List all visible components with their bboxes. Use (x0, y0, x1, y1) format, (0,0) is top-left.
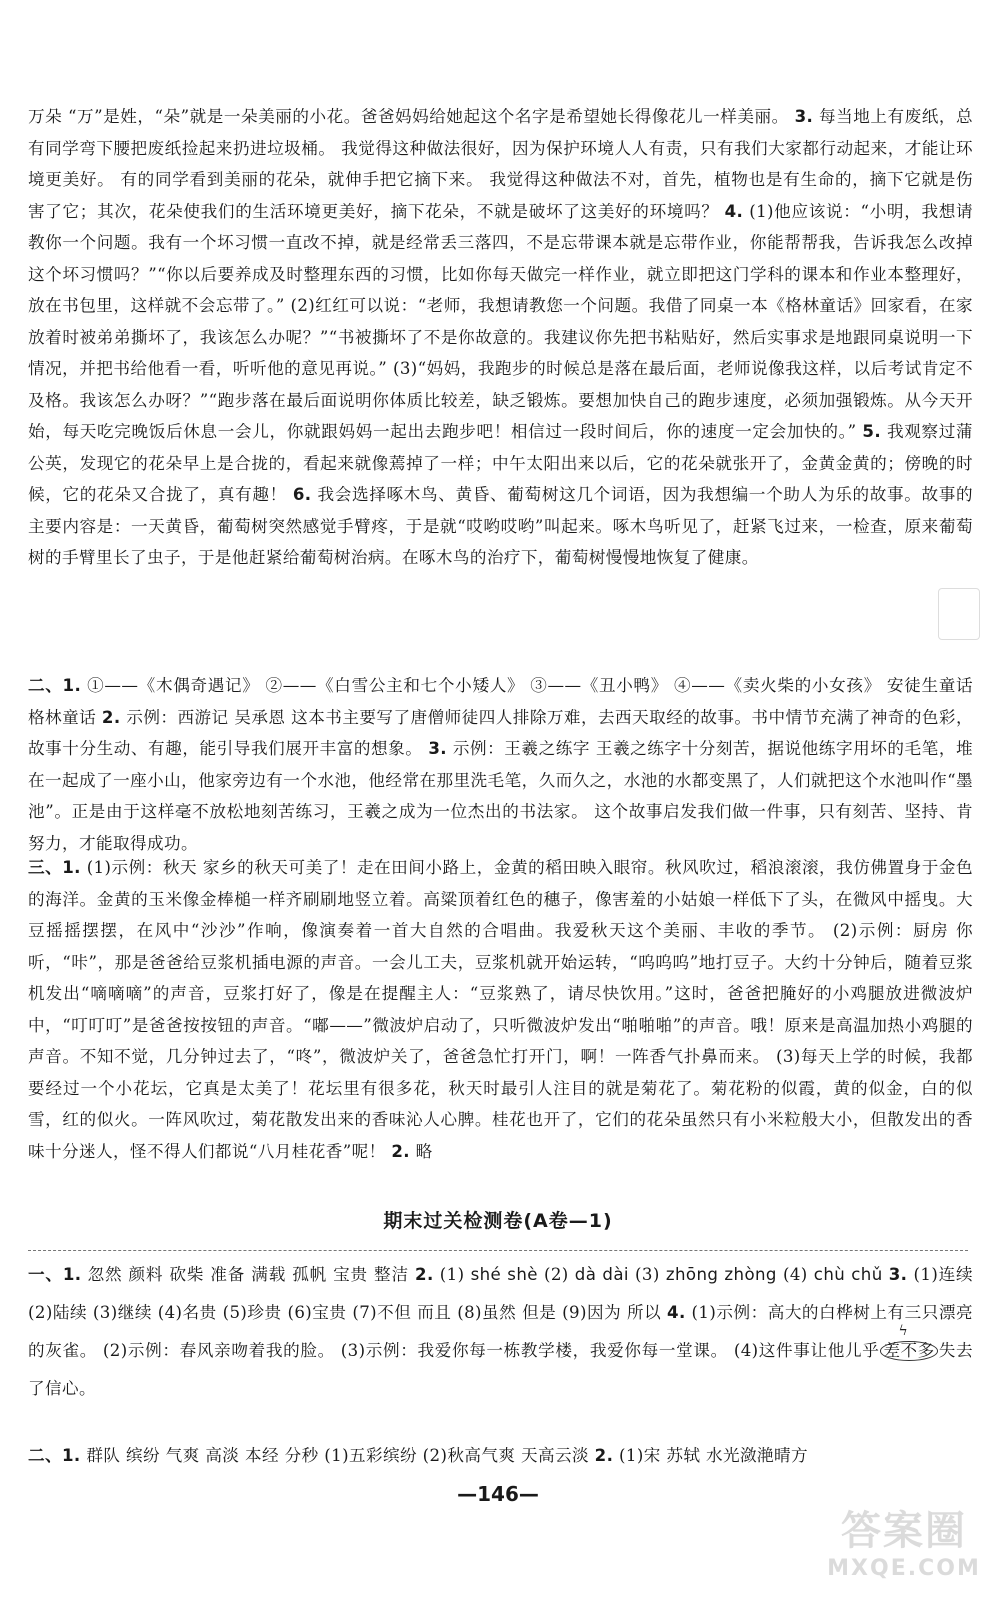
pinyin-answer: zhōng (665, 1265, 719, 1284)
marked-word: 差不多 (883, 1341, 935, 1360)
section-divider (28, 1250, 968, 1251)
section-label: 二、1. (28, 1446, 81, 1465)
pinyin-answer: chù (813, 1265, 846, 1284)
watermark-url: MXQE.COM (827, 1556, 981, 1581)
text-segment: (1)示例：高大的白桦树上有三只漂亮的灰雀。 (2)示例：春风亲吻着我的脸。 (3)示例：我爱你每一栋教学楼，我爱你每一堂课。 (4)这件事让他儿乎 (28, 1303, 973, 1360)
text-segment: (3) (635, 1265, 660, 1284)
item-number: 2. (594, 1446, 614, 1465)
answer-paragraph-1 (28, 101, 973, 574)
stamp-mark (938, 588, 980, 640)
page-number: —146— (457, 1482, 539, 1506)
item-number: 2. (101, 707, 121, 727)
answer-paragraph-3 (28, 852, 973, 1167)
section-label: 二、1. (28, 676, 82, 695)
watermark-logo-text: 答案圈 (841, 1508, 967, 1554)
pinyin-answer: shè (507, 1265, 538, 1284)
text-segment: 略 (415, 1141, 433, 1161)
item-number: 6. (292, 485, 312, 504)
lightning-icon: ϟ (898, 1323, 909, 1339)
item-number: 3. (794, 107, 814, 126)
text-segment: (4) (782, 1265, 808, 1284)
text-segment: 忽然 颜料 砍柴 准备 满载 孤帆 宝贵 整洁 (87, 1265, 409, 1284)
text-segment: (1)他应该说：“小明，我想请教你一个问题。我有一个坏习惯一直改不掉，就是经常丢三落四，不是忘带课本就是忘带作业，你能帮帮我，告诉我怎么改掉这个坏习惯吗？”“你以后要养成及时整理东西的习惯，比如你每天做完一样作业，就立即把这门学科的课本和作业本整理好，放在书包里，这样就不会忘带了。” (2)红红可以说：“老师，我想请教您一个问题。我借了同桌一本《格林童话》回家看，在家放着时被弟弟撕坏了，我该怎么办呢？”“书被撕坏了不是你故意的。我建议你先把书粘贴好，然后实事求是地跟同桌说明一下情况，并把书给他看一看，听听他的意见再说。” (3)“妈妈，我跑步的时候总是落在最后面，老师说像我这样，以后考试肯定不及格。我该怎么办呀？”“跑步落在最后面说明你体质比较差，缺乏锻炼。要想加快自己的跑步速度，必须加强锻炼。从今天开始，每天吃完晚饭后休息一会儿，你就跟妈妈一起出去跑步吧！相信过一段时间后，你的速度一定会加快的。” (28, 201, 973, 441)
section-label: 三、1. (28, 858, 81, 877)
pinyin-answer: zhòng (724, 1265, 777, 1284)
item-number: 4. (667, 1303, 686, 1322)
text-segment: 万朵 “万”是姓，“朵”就是一朵美丽的小花。爸爸妈妈给她起这个名字是希望她长得像花儿一样美丽。 (28, 107, 789, 126)
pinyin-answer: dài (602, 1265, 629, 1284)
section-title: 期末过关检测卷(A卷—1) (383, 1210, 613, 1232)
answer-paragraph-2 (28, 670, 973, 859)
item-number: 4. (724, 201, 744, 221)
text-segment: 群队 缤纷 气爽 高淡 本经 分秒 (1)五彩缤纷 (2)秋高气爽 天高云淡 (86, 1446, 589, 1465)
pinyin-answer: shé (470, 1265, 502, 1284)
text-segment: 我会选择啄木鸟、黄昏、葡萄树这几个词语，因为我想编一个助人为乐的故事。故事的主要内容是：一天黄昏，葡萄树突然感觉手臂疼，于是就“哎哟哎哟”叫起来。啄木鸟听见了，赶紧飞过来，一检查，原来葡萄树的手臂里长了虫子，于是他赶紧给葡萄树治病。在啄木鸟的治疗下，葡萄树慢慢地恢复了健康。 (28, 485, 974, 567)
text-segment: (1)示例：秋天 家乡的秋天可美了！走在田间小路上，金黄的稻田映入眼帘。秋风吹过，稻浪滚滚，我仿佛置身于金色的海洋。金黄的玉米像金棒槌一样齐刷刷地竖立着。高粱顶着红色的穗子，像害羞的小姑娘一样低下了头，在微风中摇曳。大豆摇摇摆摆，在风中“沙沙”作响，像演奏着一首大自然的合唱曲。我爱秋天这个美丽、丰收的季节。 (2)示例：厨房 你听，“咔”，那是爸爸给豆浆机插电源的声音。一会儿工夫，豆浆机就开始运转，“呜呜呜”地打豆子。大约十分钟后，随着豆浆机发出“嘀嘀嘀”的声音，豆浆打好了，像是在提醒主人：“豆浆熟了，请尽快饮用。”这时，爸爸把腌好的小鸡腿放进微波炉中，“叮叮叮”是爸爸按按钮的声音。“嘟——”微波炉启动了，只听微波炉发出“啪啪啪”的声音。哦！原来是高温加热小鸡腿的声音。不知不觉，几分钟过去了，“咚”，微波炉关了，爸爸急忙打开门，啊！一阵香气扑鼻而来。 (3)每天上学的时候，我都要经过一个小花坛，它真是太美了！花坛里有很多花，秋天时最引人注目的就是菊花了。菊花粉的似霞，黄的似金，白的似雪，红的似火。一阵风吹过，菊花散发出来的香味沁人心脾。桂花也开了，它们的花朵虽然只有小米粒般大小，但散发出的香味十分迷人，怪不得人们都说“八月桂花香”呢！ (28, 858, 973, 1161)
correction-mark (880, 1323, 939, 1361)
item-number: 2. (415, 1265, 434, 1284)
text-segment: ①——《木偶奇遇记》 ②——《白雪公主和七个小矮人》 ③——《丑小鸭》 ④——《卖火柴的小女孩》 安徒生童话 格林童话 (28, 676, 973, 727)
text-segment: 示例：西游记 吴承恩 这本书主要写了唐僧师徒四人排除万难，去西天取经的故事。书中情节充满了神奇的色彩，故事十分生动、有趣，能引导我们展开丰富的想象。 (28, 707, 973, 758)
item-number: 2. (391, 1141, 410, 1161)
text-segment: 示例：王羲之练字 王羲之练字十分刻苦，据说他练字用坏的毛笔，堆在一起成了一座小山，他家旁边有一个水池，他经常在那里洗毛笔，久而久之，水池的水都变黑了，人们就把这个水池叫作“墨池”。正是由于这样毫不放松地刻苦练习，王羲之成为一位杰出的书法家。 这个故事启发我们做一件事，只有刻苦、坚持、肯努力，才能取得成功。 (28, 739, 973, 853)
text-segment: 每当地上有废纸，总有同学弯下腰把废纸捡起来扔进垃圾桶。 我觉得这种做法很好，因为保护环境人人有责，只有我们大家都行动起来，才能让环境更美好。 有的同学看到美丽的花朵，就伸手把它摘下来。 我觉得这种做法不对，首先，植物也是有生命的，摘下它就是伤害了它；其次，花朵使我们的生活环境更美好，摘下花朵，不就是破坏了这美好的环境吗？ (28, 107, 973, 221)
text-segment: 我观察过蒲公英，发现它的花朵早上是合拢的，看起来就像蔫掉了一样；中午太阳出来以后，它的花朵就张开了，金黄金黄的；傍晚的时候，它的花朵又合拢了，真有趣！ (28, 422, 974, 504)
text-segment: 失去了信心。 (28, 1341, 973, 1398)
pinyin-answer: dà (574, 1265, 597, 1284)
section-label: 一、1. (28, 1265, 82, 1284)
pinyin-answer: chǔ (851, 1265, 883, 1284)
text-segment: (1)连续 (2)陆续 (3)继续 (4)名贵 (5)珍贵 (6)宝贵 (7)不但 而且 (8)虽然 但是 (9)因为 所以 (28, 1265, 974, 1322)
item-number: 3. (888, 1265, 908, 1284)
text-segment: (1) (439, 1265, 465, 1284)
text-segment: (2) (543, 1265, 569, 1284)
item-number: 5. (862, 422, 882, 441)
answer-paragraph-5 (28, 1440, 973, 1472)
answer-paragraph-4 (28, 1256, 973, 1408)
text-segment: (1)宋 苏轼 水光潋滟晴方 (619, 1446, 809, 1465)
watermark-logo (822, 1488, 986, 1592)
item-number: 3. (428, 739, 447, 758)
